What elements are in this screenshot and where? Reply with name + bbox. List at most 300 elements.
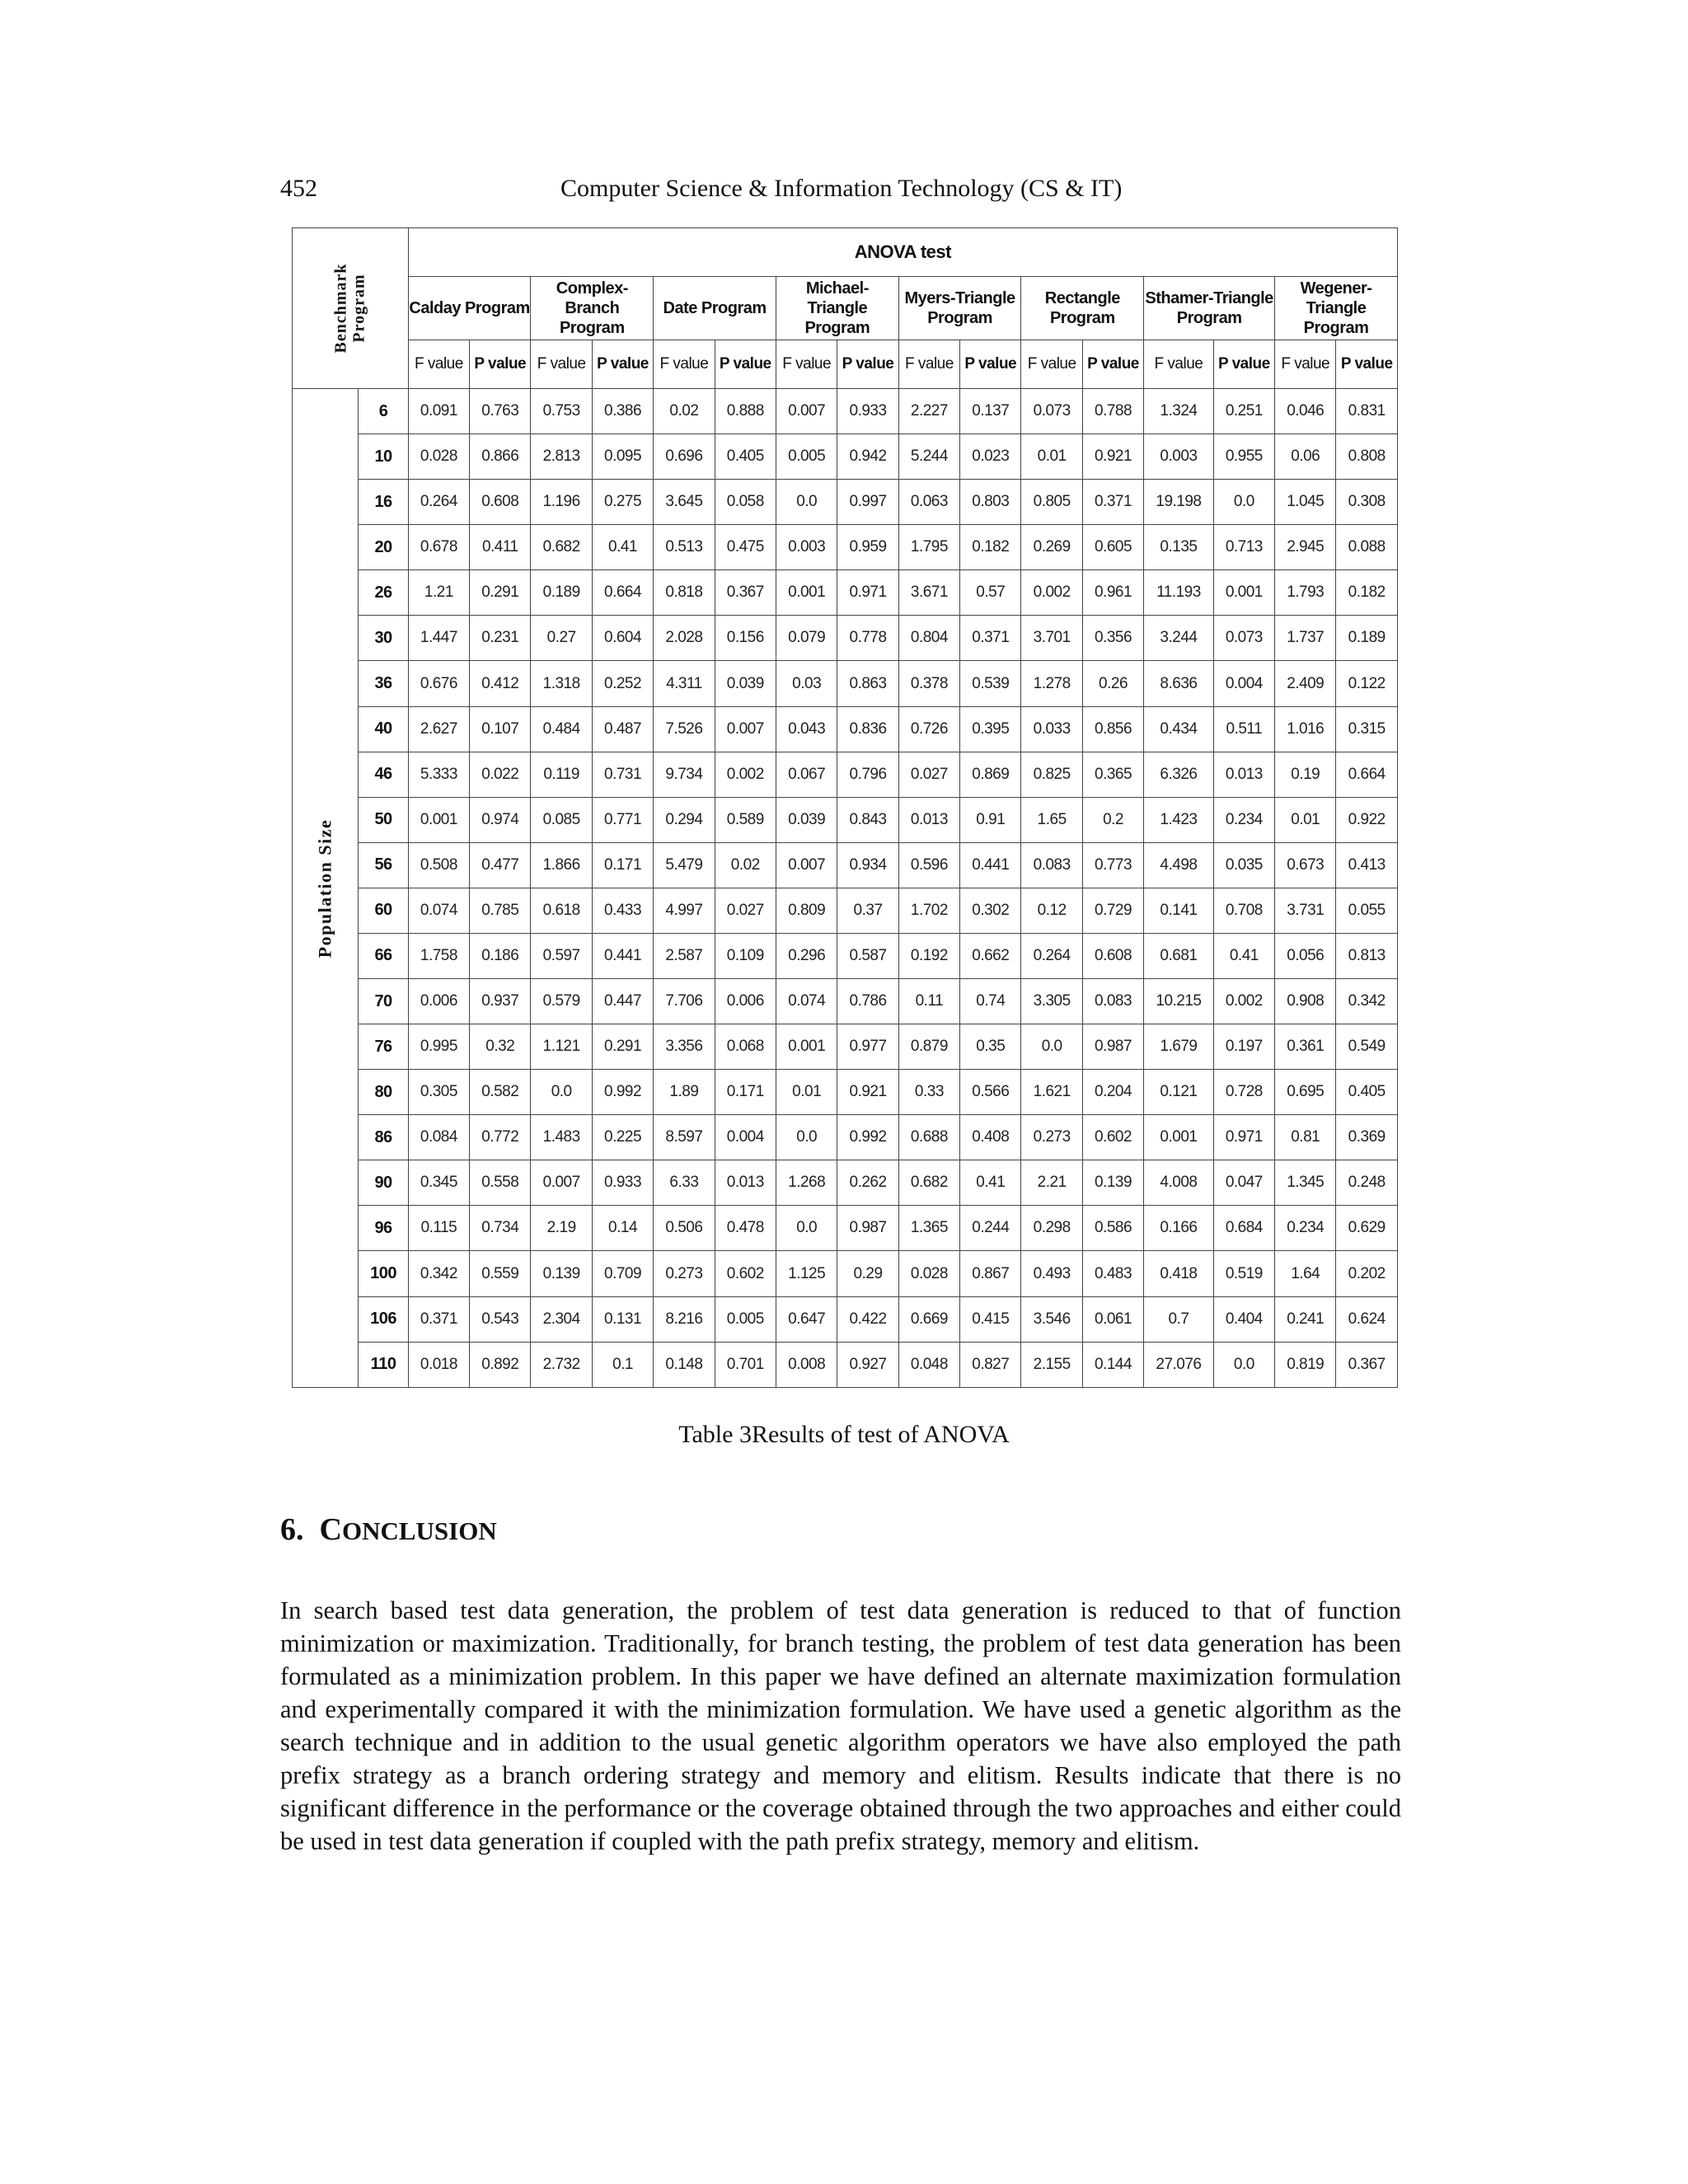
p-value-cell: 0.371 bbox=[1082, 480, 1143, 525]
p-value-cell: 0.156 bbox=[715, 616, 776, 661]
p-value-cell: 0.539 bbox=[960, 661, 1021, 706]
p-value-cell: 0.869 bbox=[960, 752, 1021, 797]
p-value-cell: 0.023 bbox=[960, 434, 1021, 480]
p-value-cell: 0.921 bbox=[1082, 434, 1143, 480]
f-value-cell: 4.498 bbox=[1144, 842, 1213, 888]
p-value-cell: 0.189 bbox=[1336, 616, 1398, 661]
p-value-cell: 0.422 bbox=[837, 1296, 898, 1342]
population-size-cell: 80 bbox=[359, 1070, 408, 1115]
f-value-cell: 1.866 bbox=[531, 842, 592, 888]
f-value-cell: 0.273 bbox=[654, 1251, 715, 1296]
f-value-cell: 4.008 bbox=[1144, 1160, 1213, 1206]
p-value-cell: 0.863 bbox=[837, 661, 898, 706]
f-value-cell: 0.678 bbox=[408, 525, 469, 570]
p-value-cell: 0.2 bbox=[1082, 797, 1143, 842]
f-value-cell: 0.513 bbox=[654, 525, 715, 570]
p-value-cell: 0.728 bbox=[1213, 1070, 1274, 1115]
p-value-cell: 0.107 bbox=[470, 706, 531, 752]
f-value-cell: 1.365 bbox=[898, 1206, 959, 1251]
p-value-cell: 0.433 bbox=[592, 888, 653, 933]
f-value-cell: 0.33 bbox=[898, 1070, 959, 1115]
f-value-cell: 0.269 bbox=[1021, 525, 1082, 570]
f-value-cell: 5.479 bbox=[654, 842, 715, 888]
f-value-cell: 7.526 bbox=[654, 706, 715, 752]
p-value-cell: 0.412 bbox=[470, 661, 531, 706]
p-value-cell: 0.0 bbox=[1213, 480, 1274, 525]
f-value-cell: 0.493 bbox=[1021, 1251, 1082, 1296]
f-value-cell: 0.673 bbox=[1275, 842, 1336, 888]
f-value-cell: 0.043 bbox=[776, 706, 837, 752]
p-value-cell: 0.922 bbox=[1336, 797, 1398, 842]
f-value-cell: 0.03 bbox=[776, 661, 837, 706]
f-value-cell: 0.27 bbox=[531, 616, 592, 661]
f-value-cell: 0.018 bbox=[408, 1342, 469, 1387]
f-value-cell: 0.695 bbox=[1275, 1070, 1336, 1115]
p-value-cell: 0.856 bbox=[1082, 706, 1143, 752]
p-value-cell: 0.785 bbox=[470, 888, 531, 933]
f-value-cell: 0.11 bbox=[898, 979, 959, 1024]
p-value-cell: 0.709 bbox=[592, 1251, 653, 1296]
f-value-header: F value bbox=[531, 340, 592, 389]
f-value-cell: 0.669 bbox=[898, 1296, 959, 1342]
table-row bbox=[293, 525, 1398, 570]
p-value-cell: 0.937 bbox=[470, 979, 531, 1024]
p-value-cell: 0.405 bbox=[1336, 1070, 1398, 1115]
f-value-cell: 3.356 bbox=[654, 1024, 715, 1070]
f-value-cell: 3.645 bbox=[654, 480, 715, 525]
p-value-cell: 0.731 bbox=[592, 752, 653, 797]
p-value-cell: 0.122 bbox=[1336, 661, 1398, 706]
p-value-cell: 0.786 bbox=[837, 979, 898, 1024]
population-size-cell: 26 bbox=[359, 570, 408, 616]
p-value-cell: 0.137 bbox=[960, 389, 1021, 434]
f-value-cell: 2.627 bbox=[408, 706, 469, 752]
p-value-header: P value bbox=[960, 340, 1021, 389]
p-value-cell: 0.371 bbox=[960, 616, 1021, 661]
p-value-cell: 0.006 bbox=[715, 979, 776, 1024]
p-value-cell: 0.005 bbox=[715, 1296, 776, 1342]
population-size-label: Population Size bbox=[314, 818, 335, 958]
p-value-cell: 0.447 bbox=[592, 979, 653, 1024]
f-value-cell: 0.682 bbox=[898, 1160, 959, 1206]
f-value-cell: 2.945 bbox=[1275, 525, 1336, 570]
p-value-cell: 0.701 bbox=[715, 1342, 776, 1387]
program-header: Complex-Branch Program bbox=[531, 277, 654, 340]
p-value-cell: 0.933 bbox=[837, 389, 898, 434]
p-value-cell: 0.475 bbox=[715, 525, 776, 570]
f-value-cell: 0.028 bbox=[898, 1251, 959, 1296]
table-row bbox=[293, 570, 1398, 616]
table-row bbox=[293, 842, 1398, 888]
f-value-cell: 0.166 bbox=[1144, 1206, 1213, 1251]
p-value-cell: 0.664 bbox=[592, 570, 653, 616]
p-value-cell: 0.974 bbox=[470, 797, 531, 842]
p-value-cell: 0.182 bbox=[960, 525, 1021, 570]
p-value-cell: 0.404 bbox=[1213, 1296, 1274, 1342]
p-value-cell: 0.713 bbox=[1213, 525, 1274, 570]
p-value-cell: 0.582 bbox=[470, 1070, 531, 1115]
p-value-cell: 0.37 bbox=[837, 888, 898, 933]
f-value-cell: 0.345 bbox=[408, 1160, 469, 1206]
f-value-cell: 0.084 bbox=[408, 1115, 469, 1160]
fp-header-row bbox=[293, 340, 1398, 389]
f-value-header: F value bbox=[1275, 340, 1336, 389]
p-value-cell: 0.002 bbox=[1213, 979, 1274, 1024]
p-value-cell: 0.32 bbox=[470, 1024, 531, 1070]
p-value-cell: 0.997 bbox=[837, 480, 898, 525]
f-value-cell: 4.311 bbox=[654, 661, 715, 706]
f-value-cell: 3.305 bbox=[1021, 979, 1082, 1024]
f-value-cell: 1.64 bbox=[1275, 1251, 1336, 1296]
p-value-cell: 0.405 bbox=[715, 434, 776, 480]
f-value-cell: 0.001 bbox=[776, 1024, 837, 1070]
f-value-cell: 0.115 bbox=[408, 1206, 469, 1251]
f-value-cell: 0.001 bbox=[408, 797, 469, 842]
p-value-cell: 0.624 bbox=[1336, 1296, 1398, 1342]
p-value-cell: 0.225 bbox=[592, 1115, 653, 1160]
p-value-cell: 0.771 bbox=[592, 797, 653, 842]
program-header: Date Program bbox=[654, 277, 776, 340]
population-size-cell: 30 bbox=[359, 616, 408, 661]
section-heading bbox=[280, 1511, 497, 1548]
p-value-cell: 0.35 bbox=[960, 1024, 1021, 1070]
p-value-cell: 0.41 bbox=[1213, 933, 1274, 978]
f-value-cell: 1.621 bbox=[1021, 1070, 1082, 1115]
f-value-cell: 0.879 bbox=[898, 1024, 959, 1070]
f-value-cell: 0.02 bbox=[654, 389, 715, 434]
f-value-cell: 0.0 bbox=[531, 1070, 592, 1115]
f-value-cell: 0.002 bbox=[1021, 570, 1082, 616]
p-value-cell: 0.369 bbox=[1336, 1115, 1398, 1160]
p-value-cell: 0.441 bbox=[592, 933, 653, 978]
program-header: Myers-Triangle Program bbox=[898, 277, 1021, 340]
f-value-cell: 0.001 bbox=[1144, 1115, 1213, 1160]
p-value-cell: 0.74 bbox=[960, 979, 1021, 1024]
p-value-cell: 0.315 bbox=[1336, 706, 1398, 752]
section-title-initial: C bbox=[319, 1512, 342, 1547]
p-value-cell: 0.992 bbox=[837, 1115, 898, 1160]
p-value-cell: 0.778 bbox=[837, 616, 898, 661]
p-value-cell: 0.788 bbox=[1082, 389, 1143, 434]
table-row bbox=[293, 706, 1398, 752]
f-value-cell: 0.597 bbox=[531, 933, 592, 978]
p-value-cell: 0.02 bbox=[715, 842, 776, 888]
f-value-cell: 0.046 bbox=[1275, 389, 1336, 434]
p-value-cell: 0.41 bbox=[960, 1160, 1021, 1206]
p-value-cell: 0.408 bbox=[960, 1115, 1021, 1160]
population-size-cell: 6 bbox=[359, 389, 408, 434]
f-value-cell: 1.121 bbox=[531, 1024, 592, 1070]
p-value-cell: 0.29 bbox=[837, 1251, 898, 1296]
p-value-cell: 0.803 bbox=[960, 480, 1021, 525]
p-value-cell: 0.959 bbox=[837, 525, 898, 570]
p-value-cell: 0.888 bbox=[715, 389, 776, 434]
running-head: Computer Science & Information Technology (CS & IT) bbox=[560, 175, 1123, 202]
population-size-cell: 110 bbox=[359, 1342, 408, 1387]
population-size-cell: 50 bbox=[359, 797, 408, 842]
p-value-cell: 0.244 bbox=[960, 1206, 1021, 1251]
f-value-cell: 0.418 bbox=[1144, 1251, 1213, 1296]
p-value-cell: 0.892 bbox=[470, 1342, 531, 1387]
p-value-cell: 0.961 bbox=[1082, 570, 1143, 616]
f-value-cell: 0.696 bbox=[654, 434, 715, 480]
p-value-cell: 0.602 bbox=[1082, 1115, 1143, 1160]
f-value-cell: 0.033 bbox=[1021, 706, 1082, 752]
p-value-cell: 0.291 bbox=[470, 570, 531, 616]
f-value-cell: 0.083 bbox=[1021, 842, 1082, 888]
f-value-header: F value bbox=[408, 340, 469, 389]
f-value-cell: 1.737 bbox=[1275, 616, 1336, 661]
p-value-cell: 0.831 bbox=[1336, 389, 1398, 434]
p-value-cell: 0.977 bbox=[837, 1024, 898, 1070]
f-value-cell: 2.155 bbox=[1021, 1342, 1082, 1387]
p-value-cell: 0.796 bbox=[837, 752, 898, 797]
f-value-cell: 0.809 bbox=[776, 888, 837, 933]
table-row bbox=[293, 1160, 1398, 1206]
p-value-cell: 0.813 bbox=[1336, 933, 1398, 978]
f-value-cell: 0.647 bbox=[776, 1296, 837, 1342]
f-value-cell: 0.135 bbox=[1144, 525, 1213, 570]
p-value-cell: 0.411 bbox=[470, 525, 531, 570]
f-value-cell: 5.244 bbox=[898, 434, 959, 480]
table-row bbox=[293, 888, 1398, 933]
section-title-rest: ONCLUSION bbox=[341, 1516, 497, 1545]
table-row bbox=[293, 1115, 1398, 1160]
f-value-cell: 0.273 bbox=[1021, 1115, 1082, 1160]
p-value-cell: 0.013 bbox=[715, 1160, 776, 1206]
f-value-cell: 0.074 bbox=[408, 888, 469, 933]
f-value-cell: 0.039 bbox=[776, 797, 837, 842]
p-value-cell: 0.773 bbox=[1082, 842, 1143, 888]
f-value-cell: 0.7 bbox=[1144, 1296, 1213, 1342]
f-value-cell: 0.028 bbox=[408, 434, 469, 480]
table-row bbox=[293, 434, 1398, 480]
f-value-header: F value bbox=[1021, 340, 1082, 389]
f-value-cell: 0.003 bbox=[776, 525, 837, 570]
table-row bbox=[293, 1342, 1398, 1387]
population-size-cell: 106 bbox=[359, 1296, 408, 1342]
table-body bbox=[293, 389, 1398, 1388]
f-value-cell: 2.732 bbox=[531, 1342, 592, 1387]
p-value-cell: 0.171 bbox=[715, 1070, 776, 1115]
f-value-cell: 3.546 bbox=[1021, 1296, 1082, 1342]
f-value-cell: 0.579 bbox=[531, 979, 592, 1024]
f-value-cell: 0.008 bbox=[776, 1342, 837, 1387]
p-value-cell: 0.234 bbox=[1213, 797, 1274, 842]
p-value-cell: 0.262 bbox=[837, 1160, 898, 1206]
population-size-cell: 86 bbox=[359, 1115, 408, 1160]
f-value-cell: 19.198 bbox=[1144, 480, 1213, 525]
f-value-cell: 0.192 bbox=[898, 933, 959, 978]
f-value-cell: 0.005 bbox=[776, 434, 837, 480]
f-value-cell: 0.19 bbox=[1275, 752, 1336, 797]
p-value-cell: 0.955 bbox=[1213, 434, 1274, 480]
f-value-cell: 0.141 bbox=[1144, 888, 1213, 933]
f-value-cell: 1.21 bbox=[408, 570, 469, 616]
p-value-cell: 0.109 bbox=[715, 933, 776, 978]
f-value-cell: 0.805 bbox=[1021, 480, 1082, 525]
f-value-cell: 1.65 bbox=[1021, 797, 1082, 842]
p-value-cell: 0.734 bbox=[470, 1206, 531, 1251]
f-value-cell: 0.06 bbox=[1275, 434, 1336, 480]
p-value-cell: 0.068 bbox=[715, 1024, 776, 1070]
f-value-cell: 2.19 bbox=[531, 1206, 592, 1251]
f-value-cell: 0.819 bbox=[1275, 1342, 1336, 1387]
f-value-cell: 0.074 bbox=[776, 979, 837, 1024]
p-value-cell: 0.342 bbox=[1336, 979, 1398, 1024]
f-value-cell: 0.027 bbox=[898, 752, 959, 797]
f-value-cell: 1.758 bbox=[408, 933, 469, 978]
p-value-cell: 0.843 bbox=[837, 797, 898, 842]
p-value-cell: 0.971 bbox=[837, 570, 898, 616]
f-value-cell: 0.81 bbox=[1275, 1115, 1336, 1160]
p-value-cell: 0.942 bbox=[837, 434, 898, 480]
f-value-cell: 0.139 bbox=[531, 1251, 592, 1296]
f-value-cell: 10.215 bbox=[1144, 979, 1213, 1024]
table-row bbox=[293, 752, 1398, 797]
population-size-cell: 20 bbox=[359, 525, 408, 570]
f-value-cell: 0.296 bbox=[776, 933, 837, 978]
population-size-cell: 46 bbox=[359, 752, 408, 797]
f-value-cell: 8.216 bbox=[654, 1296, 715, 1342]
p-value-cell: 0.14 bbox=[592, 1206, 653, 1251]
p-value-cell: 0.002 bbox=[715, 752, 776, 797]
p-value-cell: 0.587 bbox=[837, 933, 898, 978]
f-value-cell: 1.125 bbox=[776, 1251, 837, 1296]
p-value-cell: 0.252 bbox=[592, 661, 653, 706]
conclusion-paragraph: In search based test data generation, the problem of test data generation is reduced to that of function minimization or maximization. Traditionally, for branch testing, the problem of test data generation has been formulated as a minimization problem. In this paper we have defined an alternate maximization formulation and experimentally compared it with the minimization formulation. We have used a genetic algorithm as the search technique and in addition to the usual genetic algorithm operators we have also employed the path prefix strategy as a branch ordering strategy and memory and elitism. Results indicate that there is no significant difference in the performance or the coverage obtained through the two approaches and either could be used in test data generation if coupled with the path prefix strategy, memory and elitism. bbox=[280, 1596, 1401, 1855]
table-row bbox=[293, 389, 1398, 434]
p-value-cell: 0.027 bbox=[715, 888, 776, 933]
p-value-cell: 0.543 bbox=[470, 1296, 531, 1342]
p-value-cell: 0.197 bbox=[1213, 1024, 1274, 1070]
p-value-cell: 0.772 bbox=[470, 1115, 531, 1160]
f-value-cell: 2.587 bbox=[654, 933, 715, 978]
p-value-cell: 0.866 bbox=[470, 434, 531, 480]
p-value-cell: 0.061 bbox=[1082, 1296, 1143, 1342]
f-value-cell: 8.597 bbox=[654, 1115, 715, 1160]
f-value-header: F value bbox=[1144, 340, 1213, 389]
f-value-cell: 1.196 bbox=[531, 480, 592, 525]
p-value-cell: 0.131 bbox=[592, 1296, 653, 1342]
f-value-cell: 0.676 bbox=[408, 661, 469, 706]
f-value-cell: 0.0 bbox=[1021, 1024, 1082, 1070]
p-value-cell: 0.91 bbox=[960, 797, 1021, 842]
p-value-cell: 0.441 bbox=[960, 842, 1021, 888]
p-value-cell: 0.367 bbox=[715, 570, 776, 616]
f-value-cell: 0.804 bbox=[898, 616, 959, 661]
program-header-row bbox=[293, 277, 1398, 340]
p-value-cell: 0.684 bbox=[1213, 1206, 1274, 1251]
f-value-cell: 0.681 bbox=[1144, 933, 1213, 978]
f-value-cell: 0.003 bbox=[1144, 434, 1213, 480]
p-value-cell: 0.251 bbox=[1213, 389, 1274, 434]
f-value-cell: 6.33 bbox=[654, 1160, 715, 1206]
p-value-cell: 0.058 bbox=[715, 480, 776, 525]
p-value-cell: 0.202 bbox=[1336, 1251, 1398, 1296]
f-value-cell: 0.189 bbox=[531, 570, 592, 616]
f-value-cell: 1.447 bbox=[408, 616, 469, 661]
p-value-cell: 0.559 bbox=[470, 1251, 531, 1296]
section-number: 6. bbox=[280, 1512, 304, 1547]
f-value-cell: 0.063 bbox=[898, 480, 959, 525]
f-value-cell: 0.091 bbox=[408, 389, 469, 434]
p-value-cell: 0.171 bbox=[592, 842, 653, 888]
f-value-cell: 4.997 bbox=[654, 888, 715, 933]
f-value-cell: 0.067 bbox=[776, 752, 837, 797]
p-value-cell: 0.088 bbox=[1336, 525, 1398, 570]
f-value-cell: 3.701 bbox=[1021, 616, 1082, 661]
f-value-cell: 1.345 bbox=[1275, 1160, 1336, 1206]
table-row bbox=[293, 1024, 1398, 1070]
f-value-header: F value bbox=[654, 340, 715, 389]
population-size-cell: 100 bbox=[359, 1251, 408, 1296]
p-value-cell: 0.039 bbox=[715, 661, 776, 706]
p-value-cell: 0.549 bbox=[1336, 1024, 1398, 1070]
f-value-cell: 0.119 bbox=[531, 752, 592, 797]
p-value-cell: 0.356 bbox=[1082, 616, 1143, 661]
f-value-cell: 0.596 bbox=[898, 842, 959, 888]
f-value-cell: 1.278 bbox=[1021, 661, 1082, 706]
p-value-header: P value bbox=[1336, 340, 1398, 389]
f-value-cell: 2.227 bbox=[898, 389, 959, 434]
p-value-cell: 0.487 bbox=[592, 706, 653, 752]
p-value-cell: 0.836 bbox=[837, 706, 898, 752]
p-value-cell: 0.608 bbox=[1082, 933, 1143, 978]
population-size-header-cell bbox=[293, 389, 359, 1388]
p-value-cell: 0.478 bbox=[715, 1206, 776, 1251]
program-header: Michael-Triangle Program bbox=[776, 277, 898, 340]
f-value-cell: 3.671 bbox=[898, 570, 959, 616]
f-value-cell: 0.006 bbox=[408, 979, 469, 1024]
population-size-cell: 56 bbox=[359, 842, 408, 888]
p-value-cell: 0.144 bbox=[1082, 1342, 1143, 1387]
p-value-cell: 0.664 bbox=[1336, 752, 1398, 797]
f-value-cell: 8.636 bbox=[1144, 661, 1213, 706]
p-value-header: P value bbox=[715, 340, 776, 389]
table-caption: Table 3Results of test of ANOVA bbox=[678, 1421, 1010, 1448]
f-value-cell: 0.01 bbox=[1275, 797, 1336, 842]
p-value-cell: 0.927 bbox=[837, 1342, 898, 1387]
p-value-cell: 0.182 bbox=[1336, 570, 1398, 616]
f-value-cell: 0.361 bbox=[1275, 1024, 1336, 1070]
population-size-cell: 70 bbox=[359, 979, 408, 1024]
table-row bbox=[293, 933, 1398, 978]
p-value-cell: 0.992 bbox=[592, 1070, 653, 1115]
f-value-cell: 1.795 bbox=[898, 525, 959, 570]
page-number: 452 bbox=[280, 175, 317, 202]
p-value-cell: 0.083 bbox=[1082, 979, 1143, 1024]
p-value-cell: 0.186 bbox=[470, 933, 531, 978]
p-value-cell: 0.248 bbox=[1336, 1160, 1398, 1206]
benchmark-program-label: Benchmark Program bbox=[331, 263, 368, 354]
f-value-cell: 0.007 bbox=[776, 842, 837, 888]
p-value-cell: 0.047 bbox=[1213, 1160, 1274, 1206]
table-row bbox=[293, 797, 1398, 842]
f-value-cell: 0.298 bbox=[1021, 1206, 1082, 1251]
f-value-cell: 2.304 bbox=[531, 1296, 592, 1342]
f-value-cell: 2.813 bbox=[531, 434, 592, 480]
f-value-cell: 2.21 bbox=[1021, 1160, 1082, 1206]
f-value-cell: 1.045 bbox=[1275, 480, 1336, 525]
p-value-cell: 0.395 bbox=[960, 706, 1021, 752]
p-value-cell: 0.035 bbox=[1213, 842, 1274, 888]
population-size-cell: 40 bbox=[359, 706, 408, 752]
anova-table-container bbox=[292, 227, 1398, 1388]
program-header: Calday Program bbox=[408, 277, 531, 340]
f-value-cell: 1.016 bbox=[1275, 706, 1336, 752]
table-row bbox=[293, 1206, 1398, 1251]
